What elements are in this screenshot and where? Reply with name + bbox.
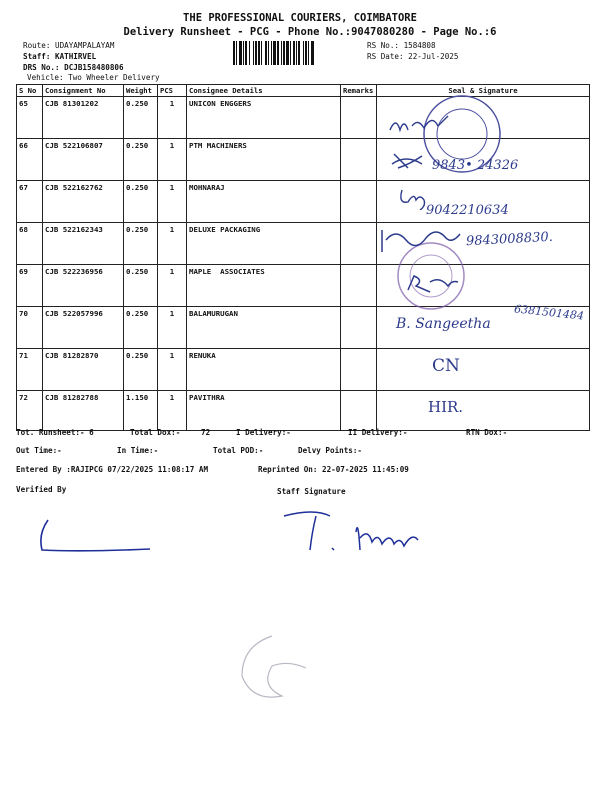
vehicle-label: Vehicle: Two Wheeler Delivery [27, 73, 160, 82]
cell-consignee: RENUKA [187, 349, 341, 391]
in-time: In Time:- [117, 446, 159, 455]
verified-by-label: Verified By [16, 485, 67, 494]
cell-weight: 0.250 [124, 139, 158, 181]
col-header-pcs: PCS [158, 85, 187, 97]
cell-remarks [341, 349, 377, 391]
cell-remarks [341, 265, 377, 307]
handwritten-mark-row71: CN [432, 356, 460, 376]
cell-pcs: 1 [158, 391, 187, 431]
rtn-dox: RTN Dox:- [466, 428, 508, 437]
ii-delivery: II Delivery:- [348, 428, 408, 437]
barcode [233, 41, 358, 65]
table-row [17, 391, 590, 431]
cell-pcs: 1 [158, 349, 187, 391]
bleed-through-mark [232, 630, 312, 710]
handwritten-name-row70: B. Sangeetha [396, 316, 491, 332]
cell-sno: 71 [17, 349, 43, 391]
cell-weight: 0.250 [124, 223, 158, 265]
handwritten-phone-row68: 9843008830. [465, 229, 554, 250]
cell-weight: 0.250 [124, 349, 158, 391]
staff-signature [280, 508, 440, 558]
company-title: THE PROFESSIONAL COURIERS, COIMBATORE [183, 12, 417, 24]
table-row [17, 307, 590, 349]
cell-sno: 72 [17, 391, 43, 431]
runsheet-subtitle: Delivery Runsheet - PCG - Phone No.:9047080280 - Page No.:6 [123, 26, 497, 38]
col-header-remarks: Remarks [341, 85, 377, 97]
col-header-weight: Weight [124, 85, 158, 97]
entered-by: Entered By :RAJIPCG 07/22/2025 11:08:17 AM [16, 465, 209, 474]
staff-label: Staff: KATHIRVEL [23, 52, 97, 61]
cell-remarks [341, 391, 377, 431]
handwritten-phone-row66: 9843• 24326 [432, 158, 519, 173]
out-time: Out Time:- [16, 446, 62, 455]
cell-consignee: PTM MACHINERS [187, 139, 341, 181]
cell-remarks [341, 223, 377, 265]
reprinted-on: Reprinted On: 22-07-2025 11:45:09 [258, 465, 409, 474]
handwritten-phone-row70: 6381501484 [513, 302, 585, 323]
cell-sno: 65 [17, 97, 43, 139]
handwritten-phone-row67: 9042210634 [426, 203, 509, 218]
delvy-points: Delvy Points:- [298, 446, 363, 455]
cell-consignee: PAVITHRA [187, 391, 341, 431]
cell-weight: 0.250 [124, 181, 158, 223]
cell-consignment: CJB 81301202 [43, 97, 124, 139]
cell-consignment: CJB 522162762 [43, 181, 124, 223]
cell-sno: 66 [17, 139, 43, 181]
staff-signature-label: Staff Signature [277, 487, 346, 496]
cell-weight: 0.250 [124, 265, 158, 307]
cell-consignee: BALAMURUGAN [187, 307, 341, 349]
signature-row68 [378, 226, 468, 254]
col-header-consignment: Consignment No [43, 85, 124, 97]
cell-consignment: CJB 81282788 [43, 391, 124, 431]
cell-pcs: 1 [158, 181, 187, 223]
i-delivery: I Delivery:- [236, 428, 291, 437]
route-label: Route: UDAYAMPALAYAM [23, 41, 115, 50]
cell-signature [377, 391, 590, 431]
cell-consignment: CJB 522057996 [43, 307, 124, 349]
cell-remarks [341, 307, 377, 349]
cell-sno: 67 [17, 181, 43, 223]
col-header-seal-signature: Seal & Signature [377, 85, 590, 97]
cell-signature [377, 349, 590, 391]
total-pod: Total POD:- [213, 446, 264, 455]
cell-pcs: 1 [158, 223, 187, 265]
rs-date: RS Date: 22-Jul-2025 [367, 52, 459, 61]
cell-pcs: 1 [158, 265, 187, 307]
handwritten-mark-row72: HIR. [428, 398, 464, 416]
total-dox-value: 72 [201, 428, 211, 437]
total-dox-label: Total Dox:- [130, 428, 181, 437]
cell-consignment: CJB 522106807 [43, 139, 124, 181]
table-row [17, 265, 590, 307]
drs-number: DRS No.: DCJB158480806 [23, 63, 124, 72]
col-header-consignee: Consignee Details [187, 85, 341, 97]
cell-consignment: CJB 81282870 [43, 349, 124, 391]
cell-pcs: 1 [158, 139, 187, 181]
cell-remarks [341, 181, 377, 223]
cell-pcs: 1 [158, 307, 187, 349]
rs-number: RS No.: 1584808 [367, 41, 436, 50]
cell-weight: 0.250 [124, 97, 158, 139]
cell-consignee: UNICON ENGGERS [187, 97, 341, 139]
cell-sno: 68 [17, 223, 43, 265]
verified-by-signature [34, 516, 154, 556]
cell-consignee: MOHNARAJ [187, 181, 341, 223]
cell-consignee: MAPLE ASSOCIATES [187, 265, 341, 307]
tot-runsheet: Tot. Runsheet:- 6 [16, 428, 94, 437]
cell-sno: 69 [17, 265, 43, 307]
cell-weight: 0.250 [124, 307, 158, 349]
cell-weight: 1.150 [124, 391, 158, 431]
cell-remarks [341, 139, 377, 181]
table-row [17, 349, 590, 391]
cell-consignment: CJB 522236956 [43, 265, 124, 307]
cell-pcs: 1 [158, 97, 187, 139]
cell-consignee: DELUXE PACKAGING [187, 223, 341, 265]
cell-sno: 70 [17, 307, 43, 349]
signature-row66 [390, 148, 430, 174]
cell-consignment: CJB 522162343 [43, 223, 124, 265]
cell-remarks [341, 97, 377, 139]
signature-row69 [404, 272, 464, 294]
signature-row65 [388, 110, 458, 140]
col-header-sno: S No [17, 85, 43, 97]
